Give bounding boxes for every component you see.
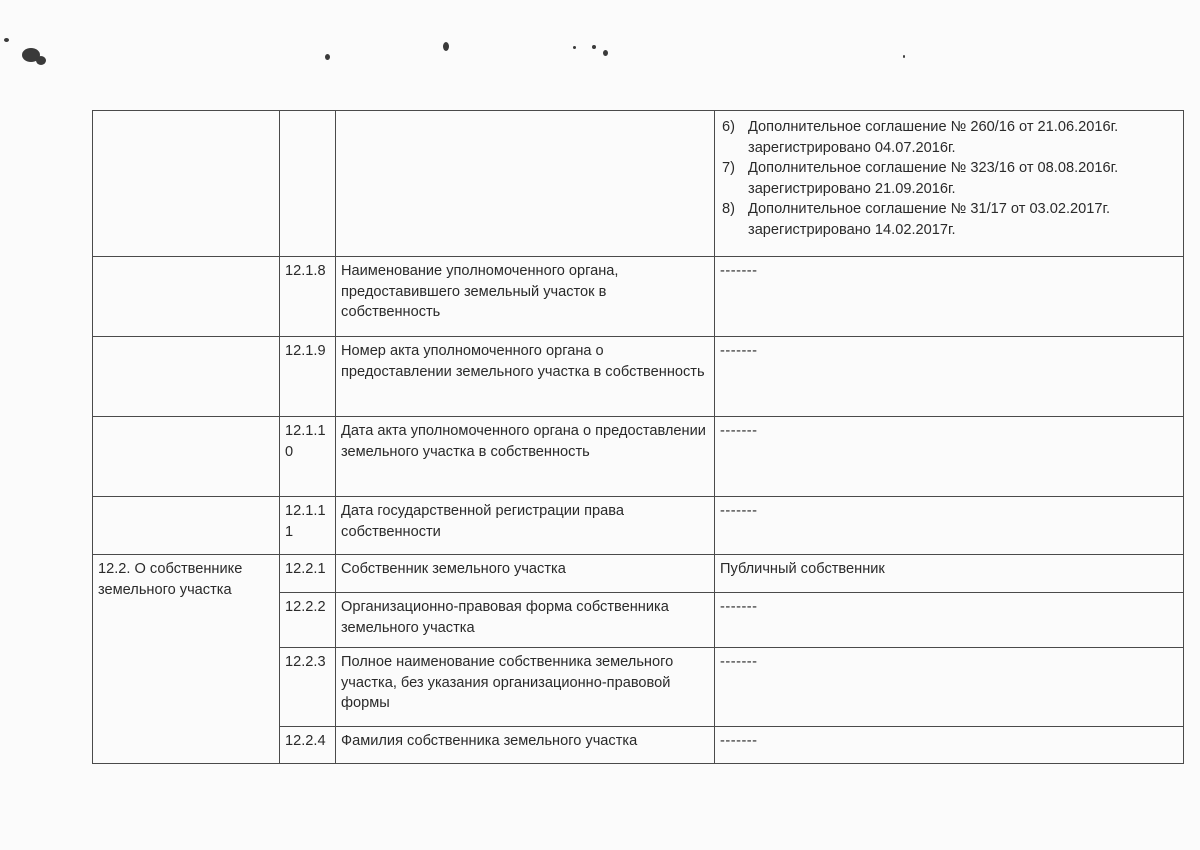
row-value: Публичный собственник (715, 555, 1184, 593)
table-row (93, 497, 1184, 555)
list-item-text: Дополнительное соглашение № 323/16 от 08.08.2016г. зарегистрировано 21.09.2016г. (748, 160, 1119, 197)
section-cell (93, 257, 280, 337)
row-field: Дата акта уполномоченного органа о предоставлении земельного участка в собственность (336, 417, 715, 497)
table-row (93, 555, 1184, 593)
agreements-row (93, 111, 1184, 257)
list-item-text: Дополнительное соглашение № 260/16 от 21.06.2016г. зарегистрировано 04.07.2016г. (748, 119, 1119, 156)
row-field: Собственник земельного участка (336, 555, 715, 593)
list-item-number: 6) (722, 119, 735, 135)
scan-speck (4, 38, 9, 42)
section-cell (93, 337, 280, 417)
row-value-text: ------- (720, 423, 758, 439)
code-cell (280, 111, 336, 257)
row-value (715, 257, 1184, 337)
table-row (93, 417, 1184, 497)
row-value-text: ------- (720, 503, 758, 519)
row-code: 12.1.11 (280, 497, 336, 555)
table-row (93, 257, 1184, 337)
list-item-number: 7) (722, 160, 735, 176)
row-code: 12.2.4 (280, 727, 336, 764)
row-code: 12.2.3 (280, 648, 336, 727)
row-value-text: ------- (720, 733, 758, 749)
scan-speck (443, 42, 449, 51)
row-field: Фамилия собственника земельного участка (336, 727, 715, 764)
field-cell (336, 111, 715, 257)
row-value (715, 337, 1184, 417)
row-field: Номер акта уполномоченного органа о предоставлении земельного участка в собственность (336, 337, 715, 417)
scan-speck (36, 56, 46, 65)
list-item (720, 117, 1178, 158)
section-title: 12.2. О собственнике земельного участка (93, 555, 280, 764)
row-value (715, 593, 1184, 648)
row-code: 12.1.8 (280, 257, 336, 337)
list-item-number: 8) (722, 201, 735, 217)
row-value-text: ------- (720, 343, 758, 359)
row-code: 12.2.2 (280, 593, 336, 648)
agreements-list (720, 117, 1178, 240)
row-value (715, 648, 1184, 727)
scan-speck (592, 45, 596, 49)
scan-speck (603, 50, 608, 56)
section-cell (93, 497, 280, 555)
land-plot-info-table (92, 110, 1184, 764)
row-value-text: ------- (720, 263, 758, 279)
row-field: Организационно-правовая форма собственника земельного участка (336, 593, 715, 648)
row-value (715, 417, 1184, 497)
list-item (720, 158, 1178, 199)
row-field: Дата государственной регистрации права собственности (336, 497, 715, 555)
list-item (720, 199, 1178, 240)
row-field: Наименование уполномоченного органа, предоставившего земельный участок в собственность (336, 257, 715, 337)
section-cell (93, 111, 280, 257)
row-code: 12.1.9 (280, 337, 336, 417)
table-row (93, 337, 1184, 417)
row-code: 12.2.1 (280, 555, 336, 593)
row-value-text: ------- (720, 599, 758, 615)
section-cell (93, 417, 280, 497)
row-value (715, 727, 1184, 764)
scan-speck (903, 55, 905, 58)
row-field: Полное наименование собственника земельного участка, без указания организационно-правовой формы (336, 648, 715, 727)
list-item-text: Дополнительное соглашение № 31/17 от 03.02.2017г. зарегистрировано 14.02.2017г. (748, 201, 1111, 238)
row-value (715, 497, 1184, 555)
agreements-cell (715, 111, 1184, 257)
row-value-text: ------- (720, 654, 758, 670)
scan-speck (573, 46, 576, 49)
row-code: 12.1.10 (280, 417, 336, 497)
scan-speck (325, 54, 330, 60)
